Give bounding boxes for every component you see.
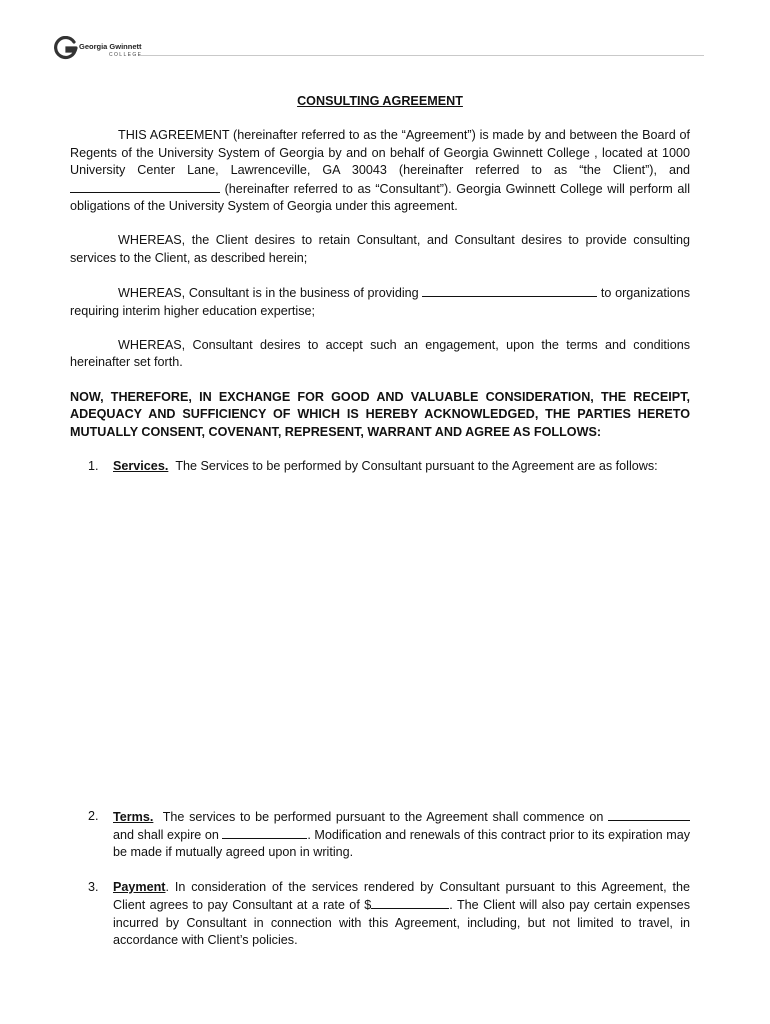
document-body: [70, 93, 690, 949]
now-therefore-clause: NOW, THEREFORE, IN EXCHANGE FOR GOOD AND VALUABLE CONSIDERATION, THE RECEIPT, ADEQUACY AND SUFFICIENCY OF WHICH IS HEREBY ACKNOWLEDGED, THE PARTIES HERETO MUTUALLY CONSENT, COVENANT, REPRESENT, WARRANT AND AGREE AS FOLLOWS:: [70, 389, 690, 439]
item-number: 2.: [88, 808, 99, 823]
item-terms: [70, 808, 690, 862]
item-text: . The Client will also pay certain expenses incurred by Consultant in connection with this Agreement, including, but not limited to travel, in accordance with Client’s policies.: [113, 898, 690, 947]
whereas-2-text-1: WHEREAS, Consultant is in the business of providing: [118, 286, 423, 301]
document-title: CONSULTING AGREEMENT: [297, 94, 463, 108]
commence-date-blank[interactable]: [608, 808, 690, 821]
item-text: . In consideration of the services rendered by Consultant pursuant to this Agreement, the Client agrees to pay Consultant at a rate of $: [113, 879, 690, 913]
whereas-paragraph-3: WHEREAS, Consultant desires to accept such an engagement, upon the terms and conditions hereinafter set forth.: [70, 338, 690, 370]
intro-text-1: THIS AGREEMENT (hereinafter referred to as the “Agreement”) is made by and between the Board of Regents of the University System of Georgia by and on behalf of Georgia Gwinnett College , located at 1000 University Center Lane, Lawrenceville, GA 30043 (hereinafter referred to as “the Client”), and: [70, 128, 690, 178]
item-heading: Terms.: [113, 809, 154, 824]
business-type-blank[interactable]: [422, 284, 597, 297]
item-text: and shall expire on: [113, 827, 223, 842]
expire-date-blank[interactable]: [222, 826, 307, 839]
logo-name: Georgia Gwinnett: [79, 42, 142, 51]
intro-paragraph: [70, 127, 690, 215]
header-rule: [140, 55, 704, 56]
item-text: . Modification and renewals of this contract prior to its expiration may be made if mutually agreed upon in writing.: [113, 827, 691, 860]
whereas-paragraph-2: [70, 284, 690, 320]
services-blank-area[interactable]: [70, 476, 690, 808]
logo-subtitle: COLLEGE: [109, 52, 143, 58]
item-heading: Services.: [113, 459, 169, 474]
whereas-paragraph-1: WHEREAS, the Client desires to retain Consultant, and Consultant desires to provide consulting services to the Client, as described herein;: [70, 233, 690, 265]
intro-text-2: (hereinafter referred to as “Consultant”). Georgia Gwinnett College will perform all obligations of the University System of Georgia under this agreement.: [70, 181, 690, 214]
rate-amount-blank[interactable]: [371, 896, 449, 909]
whereas-2-text-2: to organizations requiring interim higher education expertise;: [70, 286, 690, 318]
page-header: [54, 36, 704, 64]
item-number: 1.: [88, 459, 99, 474]
gg-logo-icon: [54, 36, 78, 60]
item-payment: [70, 879, 690, 950]
item-text: The Services to be performed by Consultant pursuant to the Agreement are as follows:: [175, 459, 658, 474]
agreement-items: [70, 458, 690, 949]
item-text: The services to be performed pursuant to the Agreement shall commence on: [162, 809, 608, 824]
item-number: 3.: [88, 879, 99, 894]
consultant-name-blank[interactable]: [70, 180, 220, 193]
item-heading: Payment: [113, 879, 166, 894]
item-services: [70, 458, 690, 475]
